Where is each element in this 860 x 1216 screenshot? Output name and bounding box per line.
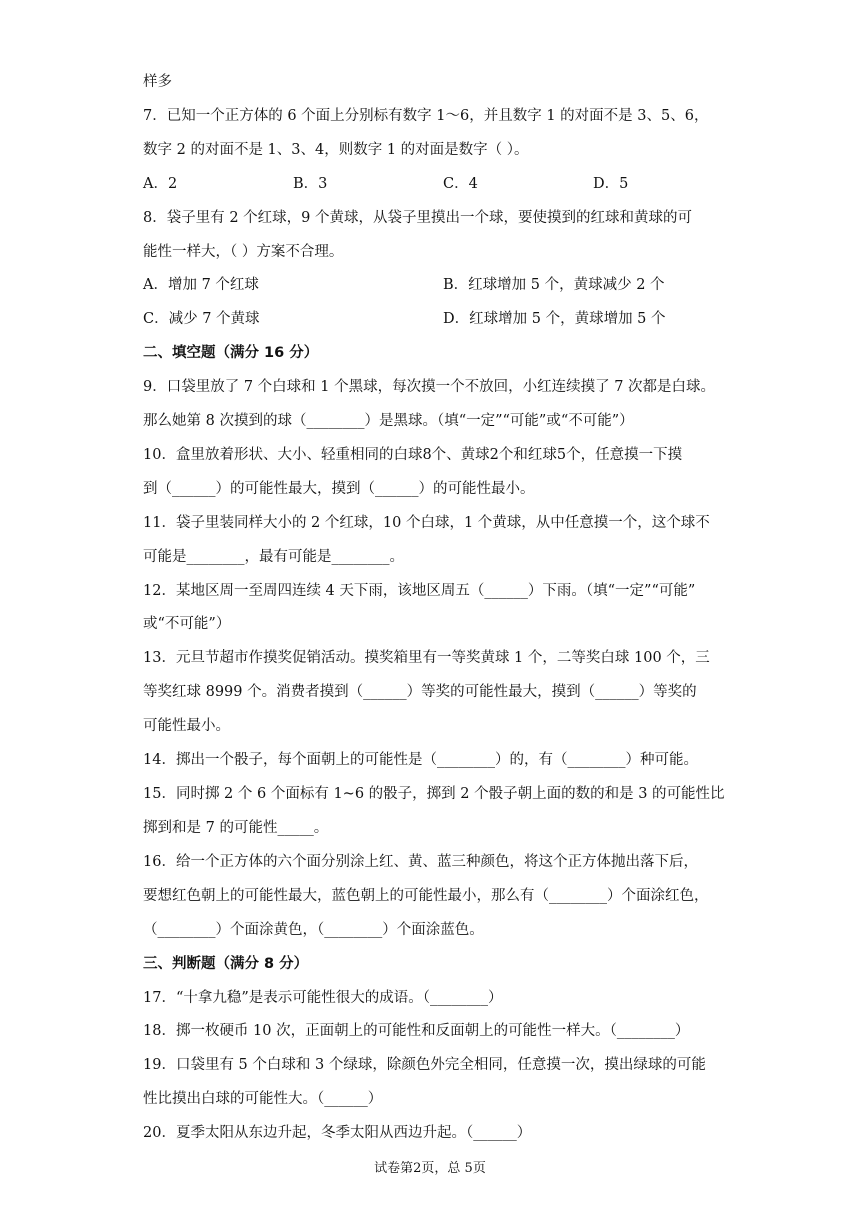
question-13-line-1: 13．元旦节超市作摸奖促销活动。摸奖箱里有一等奖黄球 1 个，二等奖白球 100 个，三 xyxy=(143,650,710,666)
text-line: 样多 xyxy=(143,74,172,90)
question-12-line-1: 12．某地区周一至周四连续 4 天下雨，该地区周五（______）下雨。（填“一定”“可能” xyxy=(143,583,696,599)
question-9-line-1: 9．口袋里放了 7 个白球和 1 个黑球，每次摸一个不放回，小红连续摸了 7 次都是白球。 xyxy=(143,379,716,395)
option-c: C．4 xyxy=(443,176,478,192)
question-13-line-2: 等奖红球 8999 个。消费者摸到（______）等奖的可能性最大，摸到（______）等奖的 xyxy=(143,684,697,700)
question-9-line-2: 那么她第 8 次摸到的球（________）是黑球。（填“一定”“可能”或“不可能”） xyxy=(143,413,634,429)
question-17-line-1: 17．“十拿九稳”是表示可能性很大的成语。（________） xyxy=(143,990,503,1006)
section-heading-fill: 二、填空题（满分 16 分） xyxy=(143,345,319,361)
question-19-line-1: 19．口袋里有 5 个白球和 3 个绿球，除颜色外完全相同，任意摸一次，摸出绿球的可能 xyxy=(143,1057,706,1073)
question-16-line-3: （________）个面涂黄色，（________）个面涂蓝色。 xyxy=(143,922,484,938)
option-a: A．增加 7 个红球 xyxy=(143,277,259,293)
question-11-line-1: 11．袋子里装同样大小的 2 个红球，10 个白球，1 个黄球，从中任意摸一个，这个球不 xyxy=(143,515,710,531)
question-16-line-1: 16．给一个正方体的六个面分别涂上红、黄、蓝三种颜色，将这个正方体抛出落下后， xyxy=(143,854,698,870)
question-15-line-2: 掷到和是 7 的可能性_____。 xyxy=(143,820,329,836)
option-b: B．3 xyxy=(293,176,328,192)
question-8-line-1: 8．袋子里有 2 个红球，9 个黄球，从袋子里摸出一个球，要使摸到的红球和黄球的可 xyxy=(143,210,693,226)
question-11-line-2: 可能是________，最有可能是________。 xyxy=(143,549,404,565)
question-8-line-2: 能性一样大，（ ）方案不合理。 xyxy=(143,244,344,260)
question-18-line-1: 18．掷一枚硬币 10 次，正面朝上的可能性和反面朝上的可能性一样大。（________） xyxy=(143,1023,690,1039)
question-14-line-1: 14．掷出一个骰子，每个面朝上的可能性是（________）的，有（________）种可能。 xyxy=(143,752,698,768)
page-footer: 试卷第2页，总 5页 xyxy=(374,1161,486,1176)
question-10-line-2: 到（______）的可能性最大，摸到（______）的可能性最小。 xyxy=(143,481,535,497)
question-12-line-2: 或“不可能”） xyxy=(143,616,231,632)
question-7-line-1: 7．已知一个正方体的 6 个面上分别标有数字 1～6，并且数字 1 的对面不是 3、5、6， xyxy=(143,108,709,124)
question-15-line-1: 15．同时掷 2 个 6 个面标有 1~6 的骰子，掷到 2 个骰子朝上面的数的和是 3 的可能性比 xyxy=(143,786,725,802)
question-20-line-1: 20．夏季太阳从东边升起，冬季太阳从西边升起。（______） xyxy=(143,1125,532,1141)
option-a: A．2 xyxy=(143,176,178,192)
question-16-line-2: 要想红色朝上的可能性最大，蓝色朝上的可能性最小，那么有（________）个面涂红色， xyxy=(143,888,709,904)
question-13-line-3: 可能性最小。 xyxy=(143,718,230,734)
section-heading-judge: 三、判断题（满分 8 分） xyxy=(143,956,309,972)
option-d: D．红球增加 5 个，黄球增加 5 个 xyxy=(443,311,666,327)
option-d: D．5 xyxy=(593,176,629,192)
question-10-line-1: 10．盒里放着形状、大小、轻重相同的白球8个、黄球2个和红球5个，任意摸一下摸 xyxy=(143,447,683,463)
option-c: C．减少 7 个黄球 xyxy=(143,311,260,327)
question-7-line-2: 数字 2 的对面不是 1、3、4，则数字 1 的对面是数字（ ）。 xyxy=(143,142,529,158)
question-19-line-2: 性比摸出白球的可能性大。（______） xyxy=(143,1091,383,1107)
option-b: B．红球增加 5 个，黄球减少 2 个 xyxy=(443,277,665,293)
